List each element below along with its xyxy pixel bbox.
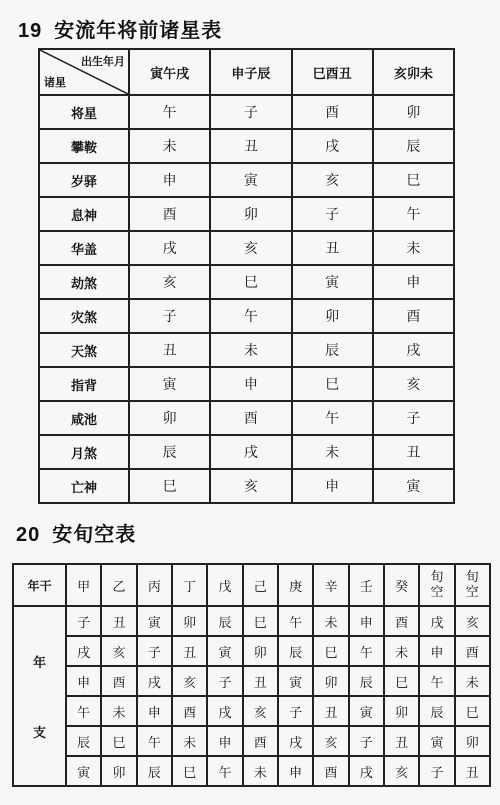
branch-cell: 午 [278, 606, 313, 636]
side-label-char: 年 [32, 655, 46, 671]
section-number: 20 [16, 524, 41, 546]
branch-cell: 亥 [210, 469, 291, 503]
branch-cell: 辰 [207, 606, 242, 636]
branch-cell: 巳 [101, 726, 136, 756]
branch-cell: 未 [210, 333, 291, 367]
branch-cell: 子 [349, 726, 384, 756]
branch-cell: 辰 [129, 435, 210, 469]
branch-cell: 丑 [129, 333, 210, 367]
table-row [13, 636, 490, 666]
branch-cell: 子 [210, 95, 291, 129]
branch-cell: 申 [419, 636, 454, 666]
table-header-row [39, 49, 454, 95]
branch-cell: 寅 [137, 606, 172, 636]
branch-cell: 丑 [210, 129, 291, 163]
table-row [39, 299, 454, 333]
branch-cell: 寅 [349, 696, 384, 726]
liunian-stars-table [38, 48, 455, 504]
branch-cell: 酉 [292, 95, 373, 129]
xunkong-label [430, 570, 443, 600]
stem-header: 乙 [101, 564, 136, 606]
stem-header: 丁 [172, 564, 207, 606]
corner-bottom-label: 诸星 [44, 76, 66, 89]
branch-cell: 午 [349, 636, 384, 666]
branch-cell: 子 [373, 401, 454, 435]
branch-cell: 丑 [384, 726, 419, 756]
table-row [39, 401, 454, 435]
branch-cell: 寅 [129, 367, 210, 401]
table-row [13, 726, 490, 756]
branch-cell: 酉 [129, 197, 210, 231]
branch-cell: 戌 [278, 726, 313, 756]
section-number: 19 [18, 20, 43, 42]
branch-cell: 戌 [66, 636, 101, 666]
table-row [39, 435, 454, 469]
branch-cell: 寅 [373, 469, 454, 503]
branch-cell: 未 [101, 696, 136, 726]
xunkong-char: 旬 [430, 570, 444, 585]
branch-cell: 亥 [455, 606, 490, 636]
column-header: 巳酉丑 [292, 49, 373, 95]
branch-cell: 丑 [313, 696, 348, 726]
star-name: 咸池 [39, 401, 129, 435]
star-name: 月煞 [39, 435, 129, 469]
table-row [39, 163, 454, 197]
branch-cell: 亥 [101, 636, 136, 666]
branch-cell: 寅 [292, 265, 373, 299]
year-stem-label: 年干 [13, 564, 66, 606]
branch-cell: 巳 [129, 469, 210, 503]
branch-cell: 寅 [278, 666, 313, 696]
xunkong-char: 空 [430, 585, 444, 600]
branch-cell: 巳 [384, 666, 419, 696]
stem-header: 己 [243, 564, 278, 606]
branch-cell: 申 [349, 606, 384, 636]
stem-header: 庚 [278, 564, 313, 606]
table-header-row [13, 564, 490, 606]
star-name: 将星 [39, 95, 129, 129]
branch-cell: 午 [129, 95, 210, 129]
table-row [13, 606, 490, 636]
table-row [39, 231, 454, 265]
branch-cell: 卯 [101, 756, 136, 786]
branch-cell: 巳 [373, 163, 454, 197]
branch-cell: 戌 [210, 435, 291, 469]
branch-cell: 亥 [384, 756, 419, 786]
branch-cell: 申 [66, 666, 101, 696]
branch-cell: 辰 [137, 756, 172, 786]
branch-cell: 子 [292, 197, 373, 231]
stem-header: 丙 [137, 564, 172, 606]
branch-cell: 子 [419, 756, 454, 786]
star-name: 天煞 [39, 333, 129, 367]
branch-cell: 辰 [373, 129, 454, 163]
star-name: 灾煞 [39, 299, 129, 333]
stem-header: 戊 [207, 564, 242, 606]
xunkong-label [466, 570, 479, 600]
table-row [39, 197, 454, 231]
branch-cell: 卯 [129, 401, 210, 435]
table-row [13, 666, 490, 696]
table-row [39, 333, 454, 367]
star-name: 息神 [39, 197, 129, 231]
branch-cell: 辰 [349, 666, 384, 696]
branch-cell: 戌 [292, 129, 373, 163]
section-20-title [16, 518, 136, 547]
branch-cell: 午 [373, 197, 454, 231]
branch-cell: 辰 [419, 696, 454, 726]
star-name: 劫煞 [39, 265, 129, 299]
branch-cell: 亥 [210, 231, 291, 265]
stem-header: 壬 [349, 564, 384, 606]
branch-cell: 卯 [210, 197, 291, 231]
branch-cell: 亥 [172, 666, 207, 696]
side-label-char: 支 [32, 725, 46, 741]
branch-cell: 午 [207, 756, 242, 786]
xunkong-char: 空 [465, 585, 479, 600]
branch-cell: 申 [207, 726, 242, 756]
table-row [13, 696, 490, 726]
xunkong-header [455, 564, 490, 606]
year-branch-side-label [13, 606, 66, 786]
branch-cell: 酉 [101, 666, 136, 696]
branch-cell: 卯 [455, 726, 490, 756]
branch-cell: 酉 [455, 636, 490, 666]
branch-cell: 卯 [313, 666, 348, 696]
side-label-stack [14, 626, 65, 766]
star-name: 亡神 [39, 469, 129, 503]
branch-cell: 酉 [373, 299, 454, 333]
branch-cell: 酉 [172, 696, 207, 726]
branch-cell: 丑 [172, 636, 207, 666]
stem-header: 甲 [66, 564, 101, 606]
branch-cell: 午 [292, 401, 373, 435]
branch-cell: 戌 [207, 696, 242, 726]
xunkong-table [12, 563, 491, 787]
table-row [39, 265, 454, 299]
branch-cell: 巳 [292, 367, 373, 401]
branch-cell: 戌 [349, 756, 384, 786]
xunkong-char: 旬 [465, 570, 479, 585]
branch-cell: 申 [292, 469, 373, 503]
branch-cell: 辰 [292, 333, 373, 367]
branch-cell: 卯 [172, 606, 207, 636]
branch-cell: 寅 [66, 756, 101, 786]
branch-cell: 亥 [129, 265, 210, 299]
table-row [13, 756, 490, 786]
branch-cell: 申 [210, 367, 291, 401]
branch-cell: 戌 [129, 231, 210, 265]
branch-cell: 申 [278, 756, 313, 786]
branch-cell: 子 [137, 636, 172, 666]
branch-cell: 卯 [292, 299, 373, 333]
branch-cell: 申 [129, 163, 210, 197]
branch-cell: 子 [66, 606, 101, 636]
star-name: 攀鞍 [39, 129, 129, 163]
branch-cell: 巳 [210, 265, 291, 299]
branch-cell: 巳 [172, 756, 207, 786]
branch-cell: 卯 [384, 696, 419, 726]
branch-cell: 酉 [313, 756, 348, 786]
branch-cell: 未 [129, 129, 210, 163]
branch-cell: 午 [137, 726, 172, 756]
stem-header: 辛 [313, 564, 348, 606]
column-header: 申子辰 [210, 49, 291, 95]
section-title-text: 安流年将前诸星表 [54, 18, 223, 42]
branch-cell: 巳 [313, 636, 348, 666]
star-name: 岁驿 [39, 163, 129, 197]
branch-cell: 午 [419, 666, 454, 696]
corner-top-label: 出生年月 [81, 55, 125, 68]
branch-cell: 巳 [455, 696, 490, 726]
star-name: 华盖 [39, 231, 129, 265]
xunkong-header [419, 564, 454, 606]
branch-cell: 丑 [292, 231, 373, 265]
branch-cell: 丑 [373, 435, 454, 469]
branch-cell: 寅 [419, 726, 454, 756]
branch-cell: 亥 [373, 367, 454, 401]
stem-header: 癸 [384, 564, 419, 606]
branch-cell: 申 [137, 696, 172, 726]
star-name: 指背 [39, 367, 129, 401]
branch-cell: 子 [278, 696, 313, 726]
branch-cell: 午 [66, 696, 101, 726]
table-row [39, 129, 454, 163]
branch-cell: 丑 [243, 666, 278, 696]
branch-cell: 未 [243, 756, 278, 786]
branch-cell: 酉 [384, 606, 419, 636]
branch-cell: 未 [455, 666, 490, 696]
column-header: 亥卯未 [373, 49, 454, 95]
branch-cell: 巳 [243, 606, 278, 636]
branch-cell: 酉 [243, 726, 278, 756]
branch-cell: 酉 [210, 401, 291, 435]
corner-cell [39, 49, 129, 95]
table-row [39, 469, 454, 503]
table-row [39, 95, 454, 129]
section-19-title [18, 14, 222, 43]
branch-cell: 戌 [137, 666, 172, 696]
branch-cell: 卯 [243, 636, 278, 666]
branch-cell: 寅 [207, 636, 242, 666]
branch-cell: 丑 [455, 756, 490, 786]
branch-cell: 戌 [419, 606, 454, 636]
branch-cell: 辰 [66, 726, 101, 756]
branch-cell: 戌 [373, 333, 454, 367]
section-title-text: 安旬空表 [52, 522, 137, 546]
branch-cell: 未 [384, 636, 419, 666]
branch-cell: 辰 [278, 636, 313, 666]
branch-cell: 亥 [243, 696, 278, 726]
branch-cell: 子 [207, 666, 242, 696]
branch-cell: 未 [313, 606, 348, 636]
branch-cell: 未 [292, 435, 373, 469]
branch-cell: 申 [373, 265, 454, 299]
branch-cell: 丑 [101, 606, 136, 636]
table-row [39, 367, 454, 401]
branch-cell: 未 [373, 231, 454, 265]
branch-cell: 子 [129, 299, 210, 333]
branch-cell: 卯 [373, 95, 454, 129]
branch-cell: 未 [172, 726, 207, 756]
branch-cell: 亥 [313, 726, 348, 756]
column-header: 寅午戌 [129, 49, 210, 95]
branch-cell: 午 [210, 299, 291, 333]
branch-cell: 亥 [292, 163, 373, 197]
branch-cell: 寅 [210, 163, 291, 197]
